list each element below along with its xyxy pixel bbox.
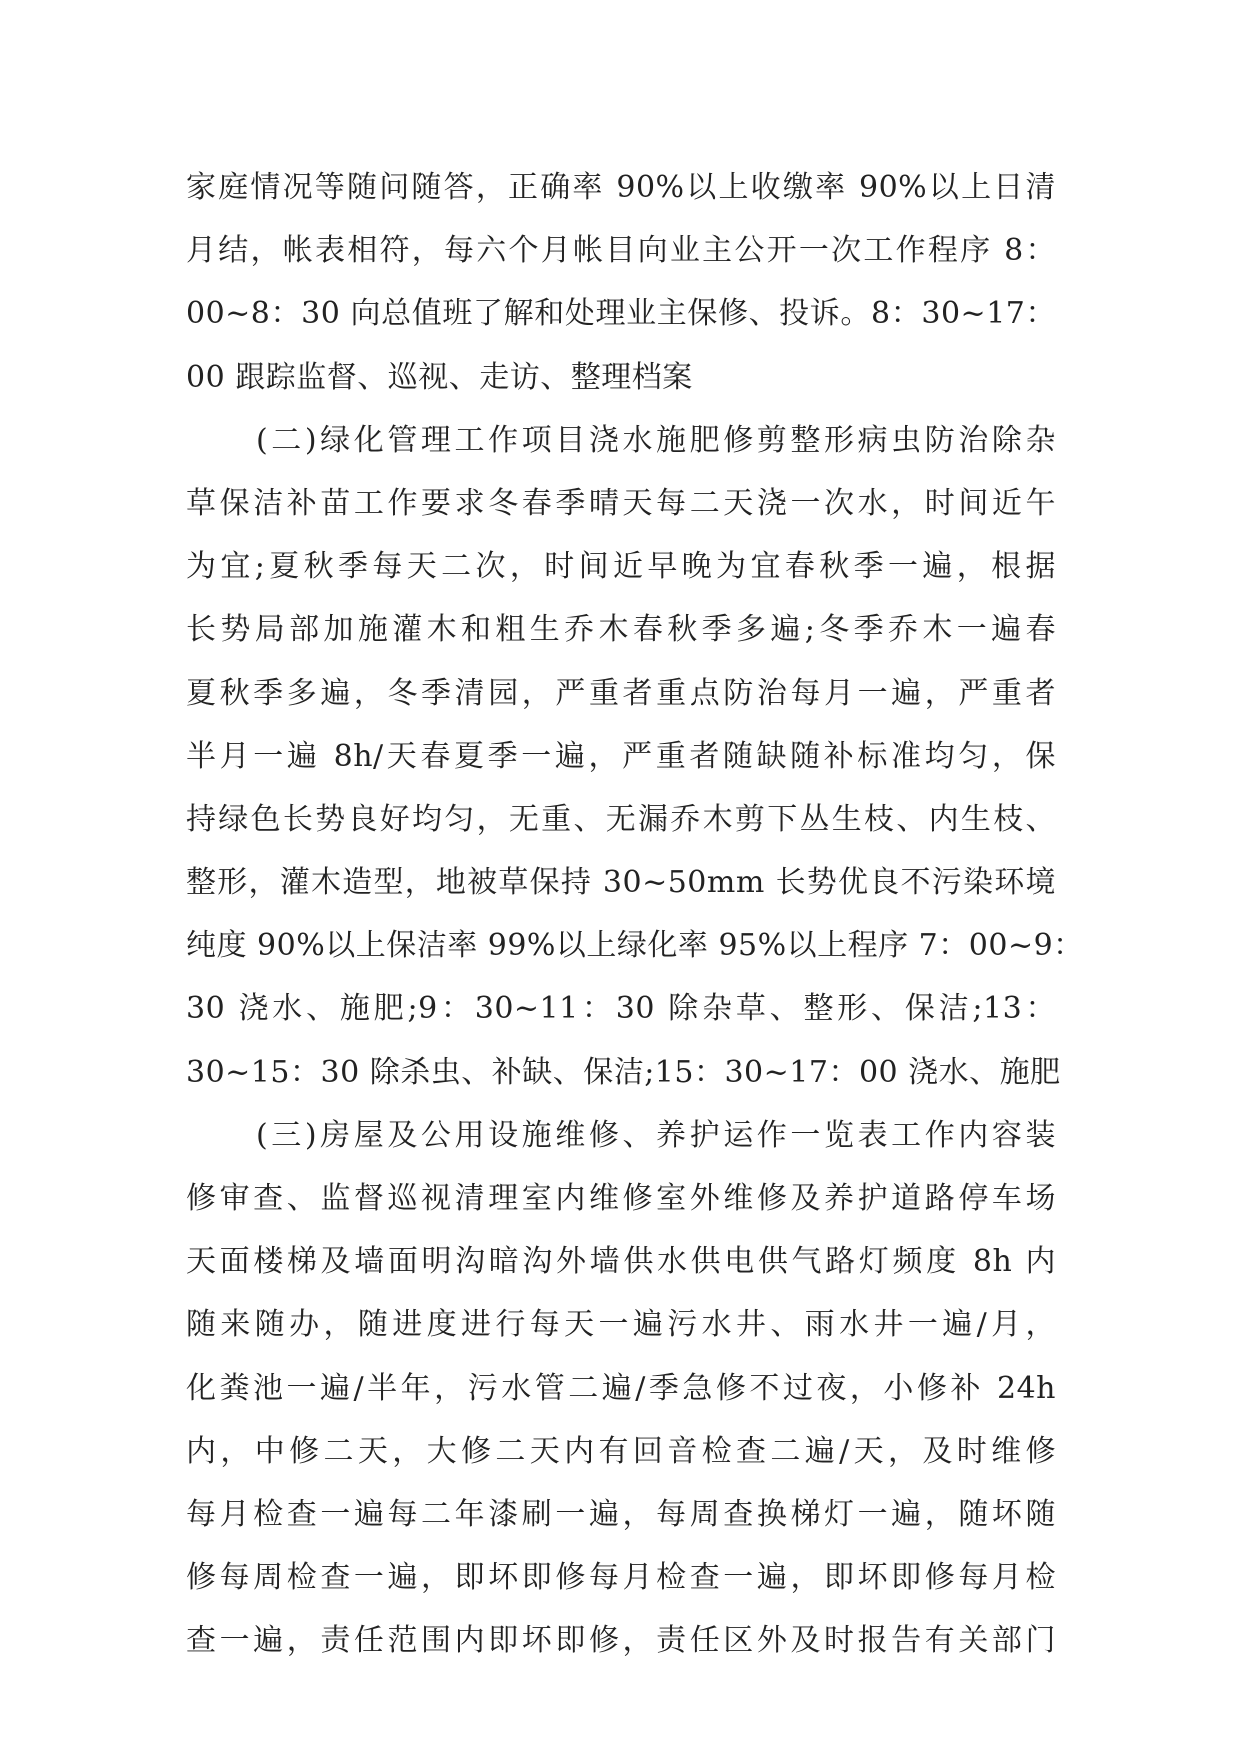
text-line: 持绿色长势良好均匀，无重、无漏乔木剪下丛生枝、内生枝、 bbox=[186, 801, 1056, 837]
text-line: 30~15：30 除杀虫、补缺、保洁;15：30~17：00 浇水、施肥 bbox=[186, 1054, 1061, 1090]
text-line: 家庭情况等随问随答，正确率 90%以上收缴率 90%以上日清 bbox=[186, 170, 1056, 205]
text-line: 长势局部加施灌木和粗生乔木春秋季多遍;冬季乔木一遍春 bbox=[186, 612, 1056, 648]
text-line: 夏秋季多遍，冬季清园，严重者重点防治每月一遍，严重者 bbox=[186, 675, 1056, 711]
text-line: 00 跟踪监督、巡视、走访、整理档案 bbox=[186, 359, 693, 395]
paragraph-facility-maintenance bbox=[186, 1104, 1056, 1673]
text-line: (二)绿化管理工作项目浇水施肥修剪整形病虫防治除杂 bbox=[256, 422, 1056, 458]
text-line: 整形，灌木造型，地被草保持 30~50mm 长势优良不污染环境 bbox=[186, 865, 1056, 901]
text-line: 修每周检查一遍，即坏即修每月检查一遍，即坏即修每月检 bbox=[186, 1560, 1056, 1596]
text-line: 草保洁补苗工作要求冬春季晴天每二天浇一次水，时间近午 bbox=[186, 485, 1056, 521]
text-line: (三)房屋及公用设施维修、养护运作一览表工作内容装 bbox=[256, 1117, 1056, 1153]
paragraph-customer-service-schedule bbox=[186, 156, 1056, 409]
text-line: 月结，帐表相符，每六个月帐目向业主公开一次工作程序 8： bbox=[186, 233, 1056, 269]
text-line: 内，中修二天，大修二天内有回音检查二遍/天，及时维修 bbox=[186, 1433, 1056, 1469]
text-line: 为宜;夏秋季每天二次，时间近早晚为宜春秋季一遍，根据 bbox=[186, 549, 1056, 585]
text-line: 每月检查一遍每二年漆刷一遍，每周查换梯灯一遍，随坏随 bbox=[186, 1496, 1056, 1532]
text-line: 半月一遍 8h/天春夏季一遍，严重者随缺随补标准均匀，保 bbox=[186, 738, 1056, 774]
document-body bbox=[186, 156, 1084, 1673]
text-line: 天面楼梯及墙面明沟暗沟外墙供水供电供气路灯频度 8h 内 bbox=[186, 1244, 1056, 1280]
text-line: 修审查、监督巡视清理室内维修室外维修及养护道路停车场 bbox=[186, 1181, 1056, 1216]
text-line: 00~8：30 向总值班了解和处理业主保修、投诉。8：30~17： bbox=[186, 296, 1056, 332]
text-line: 纯度 90%以上保洁率 99%以上绿化率 95%以上程序 7：00~9： bbox=[186, 928, 1084, 964]
paragraph-greening-management bbox=[186, 409, 1084, 1104]
text-line: 查一遍，责任范围内即坏即修，责任区外及时报告有关部门 bbox=[186, 1623, 1056, 1659]
text-line: 化粪池一遍/半年，污水管二遍/季急修不过夜，小修补 24h bbox=[186, 1370, 1056, 1406]
text-line: 30 浇水、施肥;9：30~11：30 除杂草、整形、保洁;13： bbox=[186, 991, 1056, 1027]
text-line: 随来随办，随进度进行每天一遍污水井、雨水井一遍/月， bbox=[186, 1307, 1056, 1343]
